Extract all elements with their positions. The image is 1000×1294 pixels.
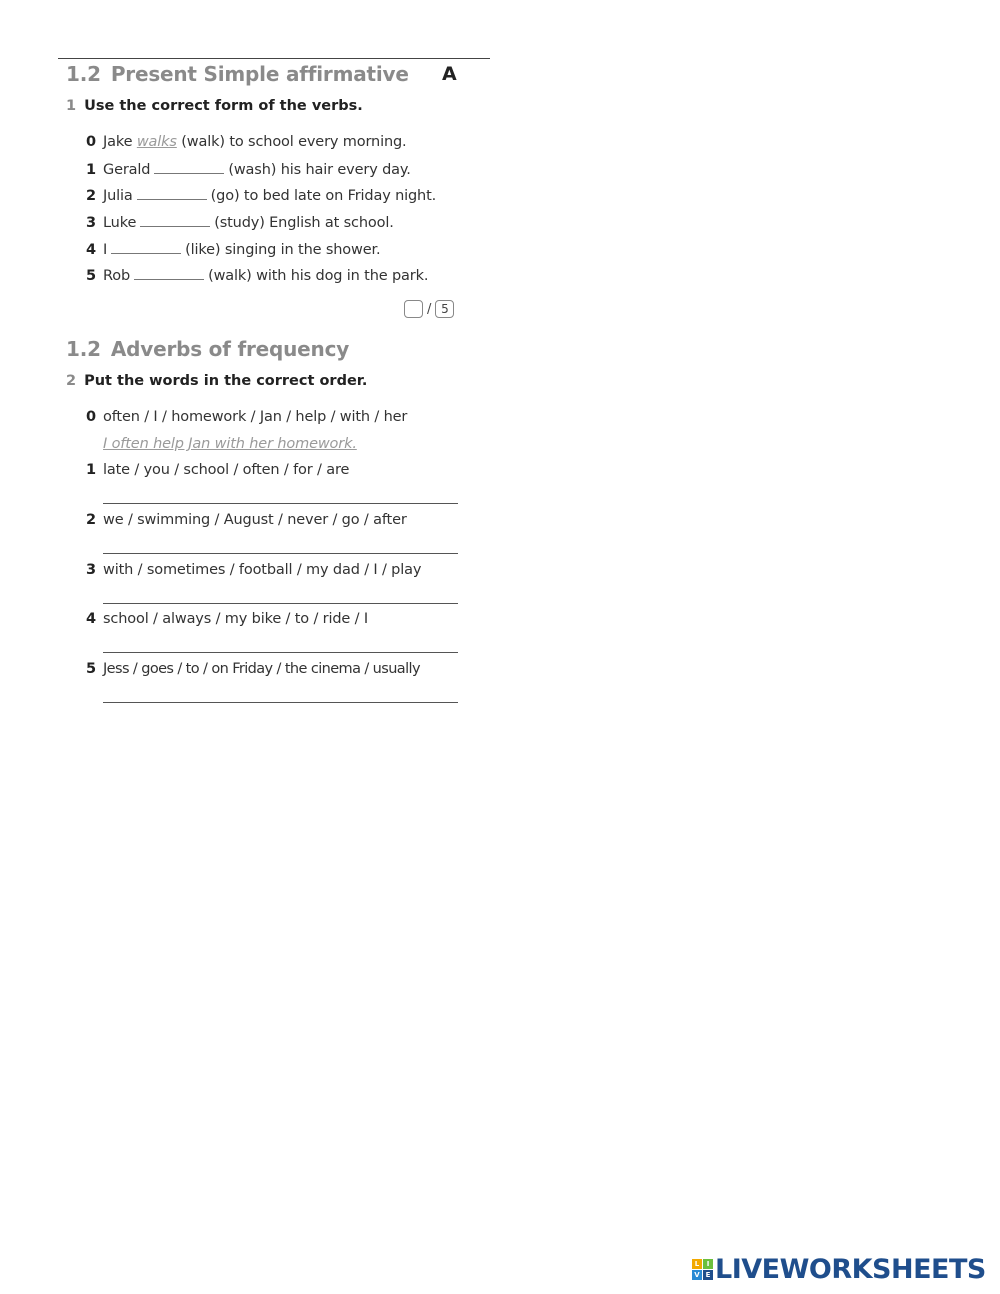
brand-icon-tile: E	[703, 1270, 713, 1280]
exercise2-item-1	[86, 462, 349, 478]
section1-title-text: Present Simple affirmative	[110, 62, 409, 86]
item-number: 5	[86, 268, 96, 284]
exercise1-item-4	[86, 241, 380, 258]
item-number: 0	[86, 134, 96, 150]
exercise2-item-2	[86, 512, 407, 528]
item-rest: (like) singing in the shower.	[185, 242, 381, 258]
top-rule	[58, 58, 490, 59]
item-number: 5	[86, 661, 96, 677]
exercise1-item-2	[86, 187, 436, 204]
level-badge: A	[442, 63, 457, 85]
exercise2-item-3	[86, 562, 421, 578]
item-words: school / always / my bike / to / ride / I	[103, 611, 368, 627]
exercise1-instruction	[66, 98, 363, 114]
score-box	[404, 300, 454, 318]
item-subject: Gerald	[103, 162, 151, 178]
answer-blank[interactable]	[154, 161, 224, 174]
answer-blank[interactable]	[140, 214, 210, 227]
item-number: 2	[86, 512, 96, 528]
exercise2-item-5	[86, 661, 420, 677]
section2-title-text: Adverbs of frequency	[110, 337, 350, 361]
item-words: often / I / homework / Jan / help / with / her	[103, 409, 408, 425]
exercise2-example-answer	[103, 436, 357, 452]
item-words: we / swimming / August / never / go / after	[103, 512, 407, 528]
section1-number: 1.2	[66, 62, 101, 86]
item-number: 2	[86, 188, 96, 204]
exercise1-item-3	[86, 214, 394, 231]
item-number: 0	[86, 409, 96, 425]
item-subject: Luke	[103, 215, 137, 231]
item-subject: Rob	[103, 268, 131, 284]
exercise1-instruction-text: Use the correct form of the verbs.	[84, 98, 363, 114]
item-number: 3	[86, 562, 96, 578]
answer-blank[interactable]	[111, 241, 181, 254]
section1-title	[66, 62, 409, 86]
score-separator: /	[427, 301, 432, 317]
brand-logo	[692, 1254, 986, 1285]
brand-icon-tile: L	[692, 1259, 702, 1269]
exercise2-item-4	[86, 611, 368, 627]
exercise2-instruction	[66, 373, 367, 389]
brand-icon	[692, 1259, 713, 1280]
answer-line[interactable]	[103, 652, 458, 653]
exercise2-example	[86, 409, 407, 425]
exercise1-example	[86, 134, 407, 150]
example-answer: I often help Jan with her homework.	[103, 436, 357, 452]
item-rest: (study) English at school.	[214, 215, 394, 231]
item-rest: (walk) to school every morning.	[181, 134, 407, 150]
answer-line[interactable]	[103, 503, 458, 504]
example-answer: walks	[136, 134, 177, 150]
answer-blank[interactable]	[137, 187, 207, 200]
answer-blank[interactable]	[134, 267, 204, 280]
item-rest: (walk) with his dog in the park.	[208, 268, 429, 284]
score-total: 5	[435, 300, 454, 318]
score-input[interactable]	[404, 300, 423, 318]
item-words: late / you / school / often / for / are	[103, 462, 350, 478]
item-number: 3	[86, 215, 96, 231]
item-subject: Jake	[103, 134, 133, 150]
item-words: Jess / goes / to / on Friday / the cinema / usually	[103, 661, 420, 677]
exercise2-number: 2	[66, 373, 77, 389]
section2-title	[66, 337, 349, 361]
exercise1-number: 1	[66, 98, 77, 114]
item-rest: (wash) his hair every day.	[228, 162, 411, 178]
brand-icon-tile: I	[703, 1259, 713, 1269]
item-number: 4	[86, 611, 96, 627]
exercise1-item-1	[86, 161, 411, 178]
item-subject: I	[103, 242, 108, 258]
item-rest: (go) to bed late on Friday night.	[210, 188, 437, 204]
item-subject: Julia	[103, 188, 133, 204]
brand-icon-tile: V	[692, 1270, 702, 1280]
item-words: with / sometimes / football / my dad / I / play	[103, 562, 422, 578]
answer-line[interactable]	[103, 702, 458, 703]
brand-name: LIVEWORKSHEETS	[715, 1254, 986, 1285]
answer-line[interactable]	[103, 603, 458, 604]
exercise2-instruction-text: Put the words in the correct order.	[84, 373, 368, 389]
item-number: 1	[86, 162, 96, 178]
section2-number: 1.2	[66, 337, 101, 361]
item-number: 4	[86, 242, 96, 258]
exercise1-item-5	[86, 267, 428, 284]
item-number: 1	[86, 462, 96, 478]
answer-line[interactable]	[103, 553, 458, 554]
